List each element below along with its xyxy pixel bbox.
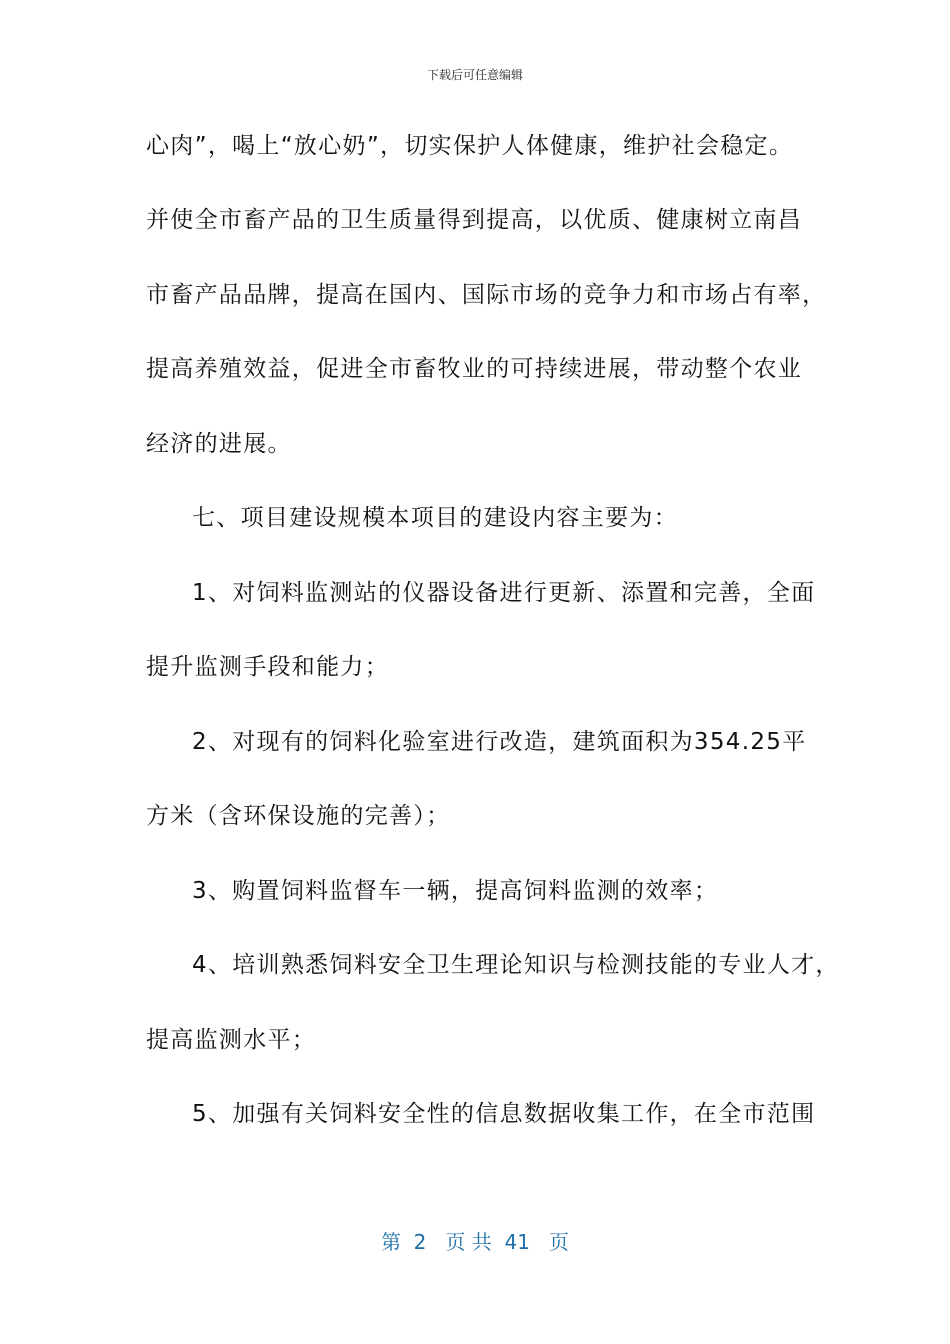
list-item-continuation: 提高监测水平；	[146, 1027, 317, 1053]
paragraph-line: 市畜产品品牌，提高在国内、国际市场的竞争力和市场占有率，	[146, 282, 827, 308]
paragraph-line: 经济的进展。	[146, 431, 292, 457]
list-item: 5、加强有关饲料安全性的信息数据收集工作，在全市范围	[192, 1101, 816, 1127]
paragraph-line: 并使全市畜产品的卫生质量得到提高，以优质、健康树立南昌	[146, 207, 803, 233]
page-number-footer: 第 2 页 共 41 页	[380, 1230, 570, 1254]
list-item: 4、培训熟悉饲料安全卫生理论知识与检测技能的专业人才，	[192, 952, 840, 978]
list-item: 1、对饲料监测站的仪器设备进行更新、添置和完善，全面	[192, 580, 816, 606]
paragraph-line: 心肉”，喝上“放心奶”，切实保护人体健康，维护社会稳定。	[146, 133, 794, 159]
page-header: 下载后可任意编辑	[426, 68, 523, 82]
list-item-continuation: 提升监测手段和能力；	[146, 654, 389, 680]
section-heading: 七、项目建设规模本项目的建设内容主要为：	[192, 505, 678, 531]
list-item: 2、对现有的饲料化验室进行改造，建筑面积为354.25平	[192, 729, 807, 755]
list-item: 3、购置饲料监督车一辆，提高饲料监测的效率；	[192, 878, 719, 904]
list-item-continuation: 方米（含环保设施的完善）；	[146, 803, 451, 829]
paragraph-line: 提高养殖效益，促进全市畜牧业的可持续进展，带动整个农业	[146, 356, 803, 382]
